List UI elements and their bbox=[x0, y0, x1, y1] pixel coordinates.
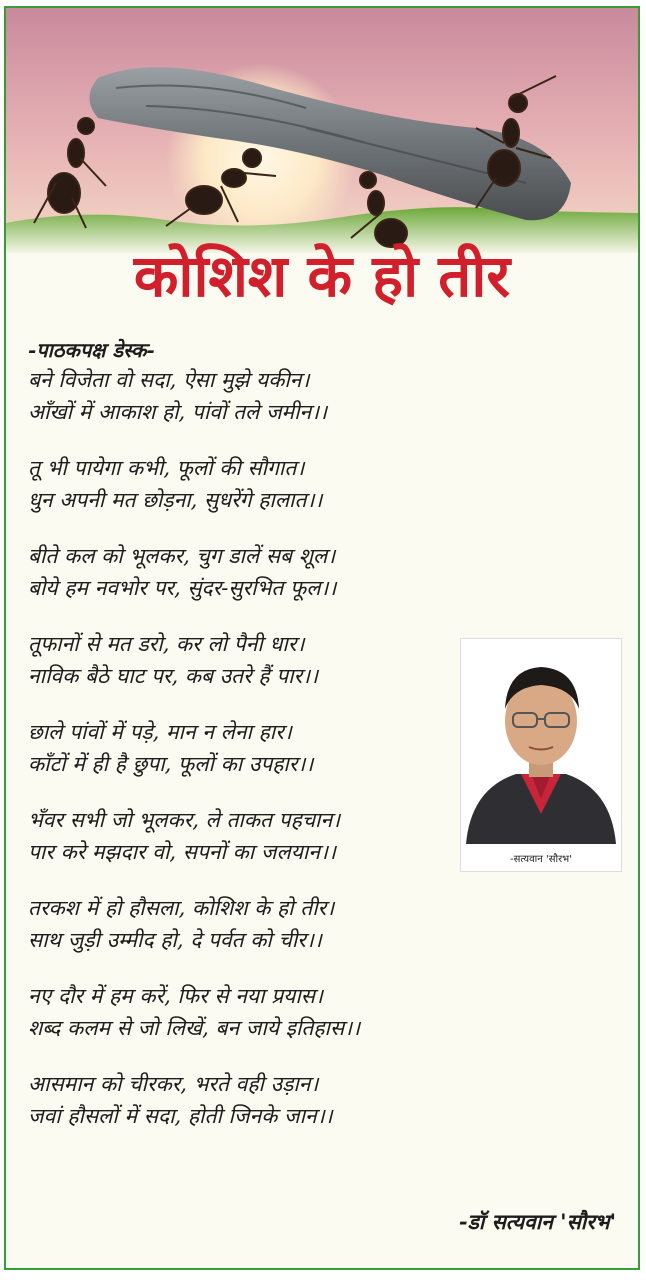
poem-line: धुन अपनी मत छोड़ना, सुधरेंगे हालात।। bbox=[28, 488, 323, 512]
poem-line: तरकश में हो हौसला, कोशिश के हो तीर। bbox=[28, 896, 335, 920]
poem-line: साथ जुड़ी उम्मीद हो, दे पर्वत को चीर।। bbox=[28, 928, 322, 952]
poem-line: नाविक बैठे घाट पर, कब उतरे हैं पार।। bbox=[28, 664, 319, 688]
poem-line: तू भी पायेगा कभी, फूलों की सौगात। bbox=[28, 456, 305, 480]
stanza-7 bbox=[28, 892, 468, 956]
stanza-8 bbox=[28, 980, 468, 1044]
ants-banner-image bbox=[6, 8, 638, 253]
desk-label: -पाठकपक्ष डेस्क- bbox=[28, 338, 155, 362]
poem-line: नए दौर में हम करें, फिर से नया प्रयास। bbox=[28, 984, 323, 1008]
poem-line: भँवर सभी जो भूलकर, ले ताकत पहचान। bbox=[28, 808, 341, 832]
poem-line: आँखों में आकाश हो, पांवों तले जमीन।। bbox=[28, 400, 328, 424]
poem-page bbox=[4, 6, 640, 1270]
poem-line: आसमान को चीरकर, भरते वही उड़ान। bbox=[28, 1072, 319, 1096]
poem-line: तूफानों से मत डरो, कर लो पैनी धार। bbox=[28, 632, 305, 656]
stanza-1 bbox=[28, 364, 468, 428]
author-photo bbox=[460, 638, 622, 872]
stanza-2 bbox=[28, 452, 468, 516]
stanza-9 bbox=[28, 1068, 468, 1132]
poem-line: जवां हौसलों में सदा, होती जिनके जान।। bbox=[28, 1104, 333, 1128]
poem-line: काँटों में ही है छुपा, फूलों का उपहार।। bbox=[28, 752, 314, 776]
stanza-6 bbox=[28, 804, 468, 868]
stanza-4 bbox=[28, 628, 468, 692]
stanza-5 bbox=[28, 716, 468, 780]
photo-caption: -सत्यवान 'सौरभ' bbox=[510, 854, 572, 865]
poem-line: छाले पांवों में पड़े, मान न लेना हार। bbox=[28, 720, 292, 744]
poem-line: बने विजेता वो सदा, ऐसा मुझे यकीन। bbox=[28, 368, 310, 392]
poem-line: बोये हम नवभोर पर, सुंदर-सुरभित फूल।। bbox=[28, 576, 337, 600]
poem-line: बीते कल को भूलकर, चुग डालें सब शूल। bbox=[28, 544, 336, 568]
poem-title: कोशिश के हो तीर bbox=[133, 242, 511, 310]
stanza-3 bbox=[28, 540, 468, 604]
author-signature: -डॉ सत्यवान 'सौरभ' bbox=[458, 1209, 616, 1234]
poem-line: पार करे मझदार वो, सपनों का जलयान।। bbox=[28, 840, 336, 864]
poem-line: शब्द कलम से जो लिखें, बन जाये इतिहास।। bbox=[28, 1016, 361, 1040]
poem-body bbox=[28, 336, 468, 1156]
